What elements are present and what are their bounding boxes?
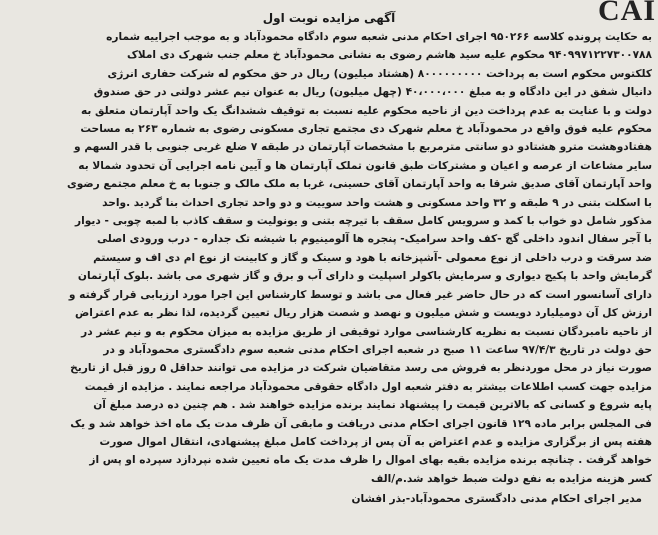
notice-line: فی المجلس برابر ماده ۱۲۹ قانون اجرای احکام مدنی دریافت و مابقی آن ظرف مدت یک ماه اخذ خواهد شد و یک — [70, 417, 652, 430]
notice-signature: مدیر اجرای احکام مدنی دادگستری محمودآباد-بذر افشان — [351, 493, 642, 506]
notice-line: به حکایت پرونده کلاسه ۹۵۰۲۶۶ اجرای احکام مدنی شعبه سوم دادگاه محمودآباد و به موجب اجراییه شماره — [106, 31, 652, 43]
notice-line: گرمایش واحد با پکیج دیواری و سرمایش باکولر اسپلیت و دارای آب و برق و گاز شهری می باشد .بلوک آپارتمان — [77, 270, 652, 283]
notice-line: هفتادوهشت مترو هشتادو دو سانتی مترمربع با مشخصات آپارتمان در طبقه ۷ ضلع غربی جنوبی با قدر السهم و — [74, 141, 652, 154]
notice-line: کلکتوس محکوم است به پرداخت ۸۰۰۰۰۰۰۰۰۰ (هشتاد میلیون) ریال در حق محکوم له شرکت حفاری انرژی — [107, 67, 652, 80]
notice-line: حق دولت در تاریخ ۹۷/۴/۳ ساعت ۱۱ صبح در شعبه اجرای احکام مدنی شعبه سوم دادگستری محمودآباد و در — [103, 343, 652, 356]
notice-line: از ناحیه نامبردگان نسبت به نظریه کارشناسی موارد توقیفی از طریق مزایده به میزان محکوم به و نیم عشر در — [81, 325, 652, 338]
notice-line: هفته پس از برگزاری مزایده و عدم اعتراض به آن پس از پرداخت کامل مبلغ پیشنهادی، انتقال اموال صورت — [99, 435, 652, 448]
notice-line: محکوم علیه فوق واقع در محمودآباد خ معلم شهرک دی مجتمع تجاری مسکونی رضوی به شماره ۲۶۳ به مساحت — [80, 123, 652, 136]
notice-line: دانیال شفق در این دادگاه و به مبلغ ۴۰،۰۰۰،۰۰۰ (چهل میلیون) ریال به عنوان نیم عشر دولتی در حق صندوق — [93, 86, 652, 99]
notice-line: با اسکلت بتنی در ۹ طبقه و ۳۲ واحد مسکونی و هشت واحد سوییت و دو واحد تجاری احداث بنا گردید .واحد — [102, 196, 652, 209]
notice-line: مزایده جهت کسب اطلاعات بیشتر به دفتر شعبه اول دادگاه حقوقی محمودآباد مراجعه نمایند . مزایده از قیمت — [84, 380, 652, 393]
notice-body — [6, 28, 652, 488]
notice-line: صورت نیاز در محل موردنظر به فروش می رسد متقاضیان شرکت در مزایده می توانند حداقل ۵ روز قبل از تاریخ — [70, 362, 652, 375]
notice-line: پایه شروع و کسانی که بالاترین قیمت را پیشنهاد نمایند برنده مزایده خواهند شد . هم چنین ده درصد مبلغ آن — [93, 399, 652, 412]
notice-line: ۹۴۰۹۹۷۱۲۲۷۳۰۰۷۸۸ محکوم علیه سید هاشم رضوی به نشانی محمودآباد خ معلم جنب شهرک دی املاک — [126, 49, 652, 62]
notice-title: آگهی مزایده نوبت اول — [262, 11, 396, 25]
notice-line: ارزش کل آن دومیلیارد دویست و شش میلیون و نهصد و شصت هزار ریال تعیین گردیده، لذا نظر به عدم اعتراض — [75, 307, 652, 320]
notice-line: با آجر سفال اندود داخلی گچ -کف واحد سرامیک- پنجره ها آلومینیوم با شیشه تک جداره - درب ورودی اصلی — [97, 233, 652, 246]
auction-notice — [6, 10, 652, 530]
notice-line: مذکور شامل دو خواب با کمد و سرویس کامل سقف با تیرچه بتنی و یونولیت و سقف کاذب با لمبه چوبی - دیوار — [75, 215, 652, 228]
notice-line: دولت و با عنایت به عدم پرداخت دین از ناحیه محکوم علیه نسبت به توقیف ششدانگ یک واحد آپارتمان متعلق به — [80, 104, 652, 117]
notice-line: واحد آپارتمان آقای صدیق شرقا به واحد آپارتمان آقای حسینی، غربا به ملک مالک و جنوبا به خ معلم مجتمع رضوی — [67, 178, 652, 191]
notice-line: دارای آسانسور است که در حال حاضر غیر فعال می باشد و توسط کارشناس این اجرا مورد ارزیابی قرار گرفته و — [68, 288, 652, 301]
notice-line: ضد سرقت و درب داخلی از نوع معمولی -آشپزخانه با هود و سینک و گاز و کابینت از نوع ام دی اف و سیستم — [93, 251, 652, 264]
notice-line: سایر مشاعات از عرصه و اعیان و مشترکات طبق قانون تملک آپارتمان ها و آیین نامه اجرایی آن تحدود شمالا به — [78, 159, 652, 172]
clipping-edge-fragment: CAI — [597, 0, 656, 27]
notice-line: خواهد گرفت . چنانچه برنده مزایده بقیه بهای اموال را ظرف مدت یک ماه تعیین شده نپردازد سپرده او پس از — [89, 454, 652, 467]
notice-line: کسر هزینه مزایده به نفع دولت ضبط خواهد شد.م/الف — [371, 472, 652, 485]
